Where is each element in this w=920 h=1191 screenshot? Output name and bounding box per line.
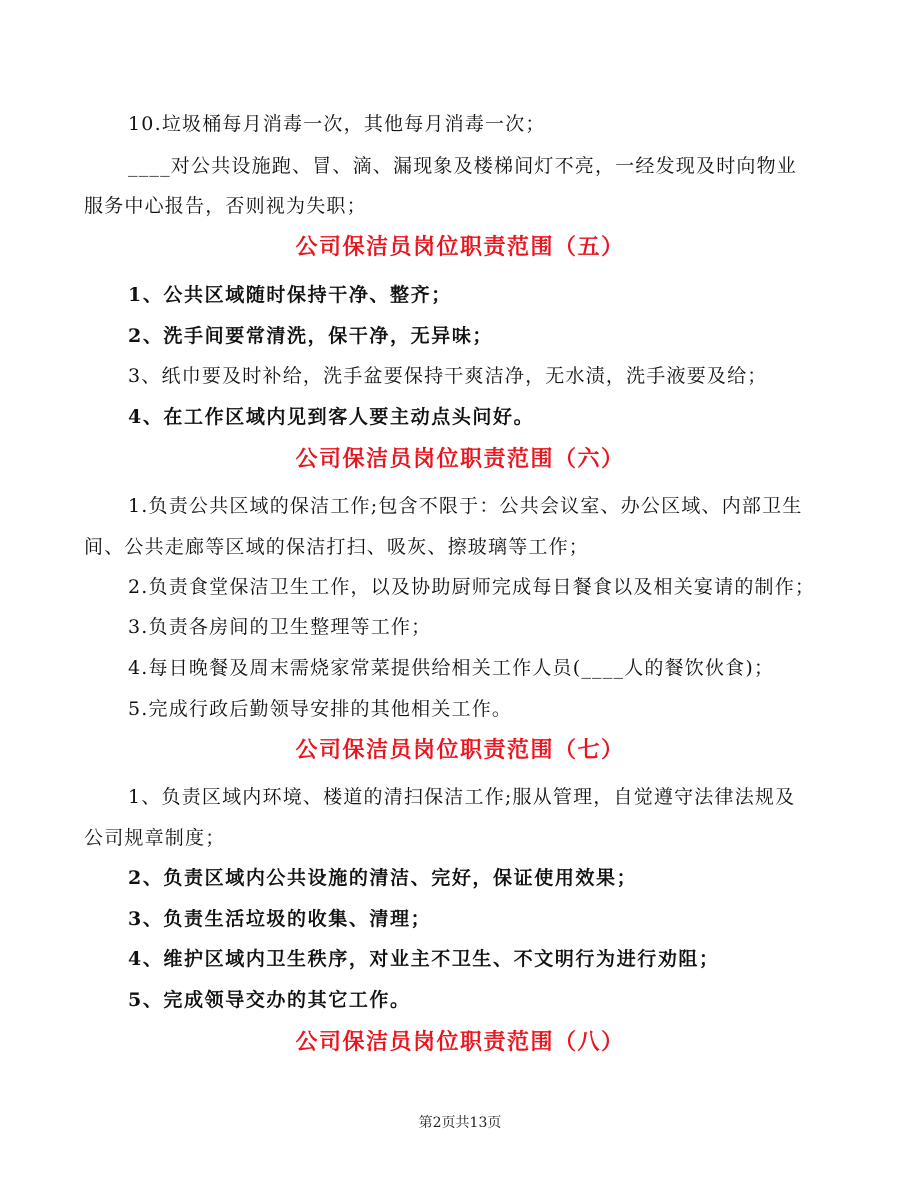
list-item: 2.负责食堂保洁卫生工作，以及协助厨师完成每日餐食以及相关宴请的制作； (128, 576, 816, 598)
section-heading: 公司保洁员岗位职责范围（六） (295, 446, 625, 472)
list-item: 5.完成行政后勤领导安排的其他相关工作。 (128, 698, 513, 720)
list-item: 1、负责区域内环境、楼道的清扫保洁工作;服从管理，自觉遵守法律法规及 (128, 786, 796, 808)
list-item: 5、完成领导交办的其它工作。 (128, 989, 411, 1011)
section-heading: 公司保洁员岗位职责范围（七） (295, 737, 625, 763)
list-item: 1、公共区域随时保持干净、整齐； (128, 284, 452, 306)
section-heading: 公司保洁员岗位职责范围（八） (295, 1029, 625, 1055)
list-item: 4、在工作区域内见到客人要主动点头问好。 (128, 406, 535, 428)
page-number: 第2页共13页 (418, 1115, 502, 1131)
list-item: 服务中心报告，否则视为失职； (84, 195, 367, 217)
list-item: ____对公共设施跑、冒、滴、漏现象及楼梯间灯不亮，一经发现及时向物业 (128, 155, 798, 177)
list-item: 3.负责各房间的卫生整理等工作； (128, 616, 432, 638)
list-item: 4.每日晚餐及周末需烧家常菜提供给相关工作人员(____人的餐饮伙食)； (128, 657, 775, 679)
list-item: 3、纸巾要及时补给，洗手盆要保持干爽洁净，无水渍，洗手液要及给； (128, 365, 768, 387)
list-item: 2、洗手间要常清洗，保干净，无异味； (128, 325, 494, 347)
list-item: 1.负责公共区域的保洁工作;包含不限于：公共会议室、办公区域、内部卫生 (128, 495, 803, 517)
list-item: 间、公共走廊等区域的保洁打扫、吸灰、擦玻璃等工作； (84, 536, 590, 558)
list-item: 4、维护区域内卫生秩序，对业主不卫生、不文明行为进行劝阻； (128, 948, 720, 970)
list-item: 3、负责生活垃圾的收集、清理； (128, 908, 432, 930)
list-item: 公司规章制度； (84, 827, 226, 849)
section-heading: 公司保洁员岗位职责范围（五） (295, 234, 625, 260)
list-item: 10.垃圾桶每月消毒一次，其他每月消毒一次； (128, 113, 546, 135)
list-item: 2、负责区域内公共设施的清洁、完好，保证使用效果； (128, 867, 638, 889)
